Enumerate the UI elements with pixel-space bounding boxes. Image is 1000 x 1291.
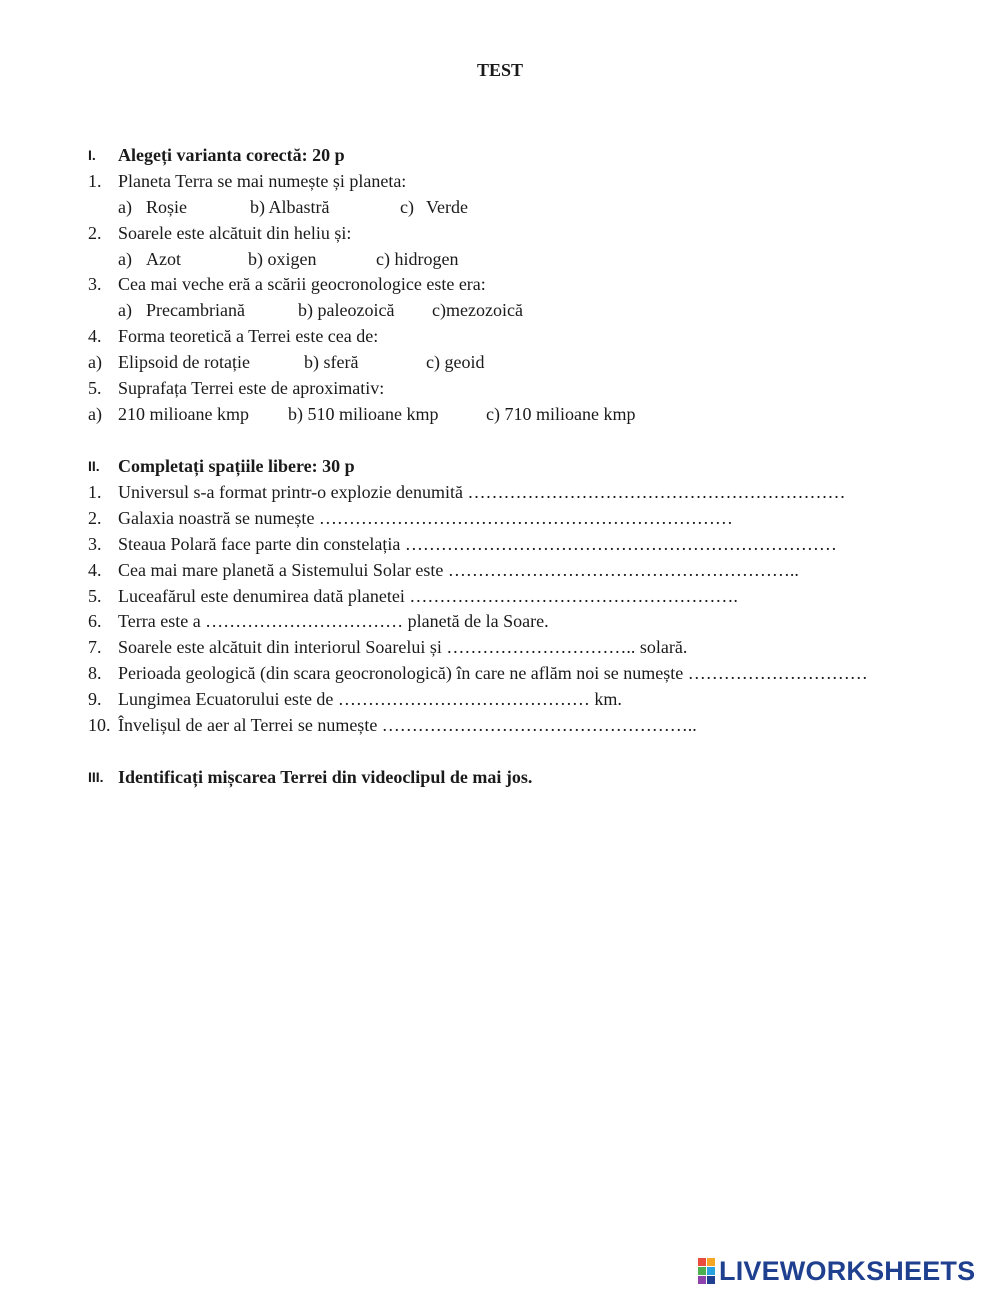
item-text[interactable]: Lungimea Ecuatorului este de …………………………………… km. [118, 689, 622, 709]
item-number: 9. [88, 689, 102, 709]
question-text: Planeta Terra se mai numește și planeta: [118, 171, 407, 191]
option-label: a) [118, 197, 132, 217]
item-text[interactable]: Învelișul de aer al Terrei se numește …………………………………………….. [118, 715, 697, 735]
option-text: b) oxigen [248, 249, 317, 269]
question-number: 4. [88, 326, 102, 346]
option-label: a) [118, 249, 132, 269]
question-number: 2. [88, 223, 102, 243]
section-heading: Identificați mișcarea Terrei din videoclipul de mai jos. [118, 767, 533, 787]
option-text: c) hidrogen [376, 249, 459, 269]
option-text: c) 710 milioane kmp [486, 404, 636, 424]
page-title: TEST [476, 60, 524, 80]
option-label: a) [118, 300, 132, 320]
question-text: Forma teoretică a Terrei este cea de: [118, 326, 379, 346]
item-number: 10. [88, 715, 111, 735]
question-text: Soarele este alcătuit din heliu și: [118, 223, 352, 243]
item-text[interactable]: Terra este a …………………………… planetă de la Soare. [118, 611, 549, 631]
option-text: b) 510 milioane kmp [288, 404, 439, 424]
option-label: a) [88, 352, 102, 372]
item-number: 8. [88, 663, 102, 683]
item-text[interactable]: Universul s-a format printr-o explozie denumită ……………………………………………………… [118, 482, 846, 502]
option-text: Verde [426, 197, 468, 217]
liveworksheets-logo [698, 1257, 975, 1285]
item-text[interactable]: Luceafărul este denumirea dată planetei ………………………………………………. [118, 586, 738, 606]
item-text[interactable]: Steaua Polară face parte din constelația ……………………………………………………………… [118, 534, 837, 554]
section-heading: Completați spațiile libere: 30 p [118, 456, 355, 476]
option-text: Azot [146, 249, 181, 269]
question-number: 5. [88, 378, 102, 398]
option-text: c) geoid [426, 352, 485, 372]
section-number: III. [88, 769, 104, 785]
item-text[interactable]: Cea mai mare planetă a Sistemului Solar este ………………………………………………….. [118, 560, 799, 580]
question-text: Suprafața Terrei este de aproximativ: [118, 378, 385, 398]
option-text: b) sferă [304, 352, 359, 372]
question-text: Cea mai veche eră a scării geocronologice este era: [118, 274, 486, 294]
option-text: b) paleozoică [298, 300, 395, 320]
item-number: 2. [88, 508, 102, 528]
logo-text: LIVEWORKSHEETS [719, 1255, 976, 1286]
section-number: II. [88, 458, 100, 474]
item-number: 5. [88, 586, 102, 606]
option-label: c) [400, 197, 414, 217]
option-text: Elipsoid de rotație [118, 352, 250, 372]
question-number: 3. [88, 274, 102, 294]
option-label: a) [88, 404, 102, 424]
item-number: 3. [88, 534, 102, 554]
option-text: c)mezozoică [432, 300, 523, 320]
item-number: 6. [88, 611, 102, 631]
item-number: 4. [88, 560, 102, 580]
option-text: Roșie [146, 197, 188, 217]
option-text: Precambriană [146, 300, 245, 320]
section-number: I. [88, 147, 96, 163]
item-number: 7. [88, 637, 102, 657]
section-heading: Alegeți varianta corectă: 20 p [118, 145, 345, 165]
item-text[interactable]: Galaxia noastră se numește …………………………………………………………… [118, 508, 733, 528]
option-text: b) Albastră [250, 197, 330, 217]
logo-mark-icon [698, 1258, 715, 1284]
item-text[interactable]: Soarele este alcătuit din interiorul Soarelui și ………………………….. solară. [118, 637, 688, 657]
item-number: 1. [88, 482, 102, 502]
option-text: 210 milioane kmp [118, 404, 249, 424]
question-number: 1. [88, 171, 102, 191]
item-text[interactable]: Perioada geologică (din scara geocronologică) în care ne aflăm noi se numește ………………………… [118, 663, 868, 683]
